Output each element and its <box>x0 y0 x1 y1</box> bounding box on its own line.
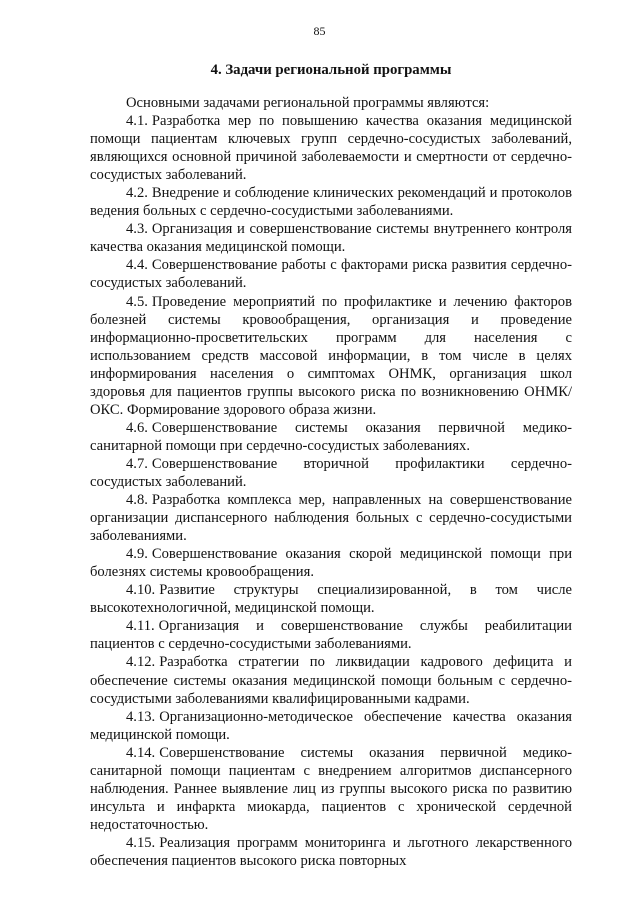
task-number: 4.1. <box>126 113 148 130</box>
task-text: Развитие структуры специализированной, в том числе высокотехнологичной, медицинской помощи. <box>90 582 572 617</box>
task-text: Реализация программ мониторинга и льготного лекарственного обеспечения пациентов высокого риска повторных <box>90 834 572 869</box>
task-item <box>90 419 572 455</box>
task-number: 4.5. <box>126 293 148 310</box>
task-item <box>90 293 572 419</box>
task-text: Разработка комплекса мер, направленных на совершенствование организации диспансерного наблюдения больных с сердечно-сосудистыми заболеваниями. <box>90 492 572 545</box>
task-number: 4.9. <box>126 546 148 563</box>
task-number: 4.3. <box>126 221 148 238</box>
task-text: Организация и совершенствование службы реабилитации пациентов с сердечно-сосудистыми заболеваниями. <box>90 618 572 653</box>
task-item <box>90 834 572 870</box>
task-item <box>90 184 572 220</box>
task-item <box>90 545 572 581</box>
task-text: Совершенствование оказания скорой медицинской помощи при болезнях системы кровообращения. <box>90 546 572 581</box>
task-item <box>90 744 572 834</box>
task-number: 4.14. <box>126 744 156 761</box>
task-number: 4.12. <box>126 654 156 671</box>
task-item <box>90 491 572 545</box>
task-item <box>90 220 572 256</box>
task-text: Внедрение и соблюдение клинических рекомендаций и протоколов ведения больных с сердечно-сосудистыми заболеваниями. <box>90 185 572 220</box>
task-item <box>90 112 572 184</box>
task-list <box>90 112 572 870</box>
task-number: 4.15. <box>126 834 156 851</box>
task-text: Совершенствование системы оказания первичной медико-санитарной помощи пациентам с внедрением алгоритмов диспансерного наблюдения. Раннее выявление лиц из группы высокого риска по развитию инсульта и инфаркта миокарда, пациентов с хронической сердечной недостаточностью. <box>90 744 572 833</box>
task-number: 4.10. <box>126 582 156 599</box>
task-item <box>90 256 572 292</box>
task-text: Проведение мероприятий по профилактике и лечению факторов болезней системы кровообращения, организация и проведение информационно-просветительских программ для населения с использованием средств массовой информации, в том числе в целях информирования населения о симптомах ОНМК, организация школ здоровья для пациентов группы высокого риска по возникновению ОНМК/ОКС. Формирование здорового образа жизни. <box>90 293 572 418</box>
task-item <box>90 653 572 707</box>
task-text: Организационно-методическое обеспечение качества оказания медицинской помощи. <box>90 708 572 743</box>
task-number: 4.4. <box>126 257 148 274</box>
task-item <box>90 617 572 653</box>
page-number: 85 <box>313 24 326 38</box>
intro-paragraph: Основными задачами региональной программы являются: <box>126 95 490 111</box>
task-number: 4.8. <box>126 492 148 509</box>
task-number: 4.6. <box>126 419 148 436</box>
task-item <box>90 455 572 491</box>
task-number: 4.7. <box>126 455 148 472</box>
task-number: 4.13. <box>126 708 156 725</box>
task-item <box>90 581 572 617</box>
task-text: Совершенствование системы оказания первичной медико-санитарной помощи при сердечно-сосудистых заболеваниях. <box>90 419 572 454</box>
section-heading: 4. Задачи региональной программы <box>210 62 452 78</box>
task-text: Разработка мер по повышению качества оказания медицинской помощи пациентам ключевых групп сердечно-сосудистых заболеваний, являющихся основной причиной заболеваемости и смертности от сердечно-сосудистых заболеваний. <box>90 113 572 184</box>
task-item <box>90 708 572 744</box>
task-text: Совершенствование вторичной профилактики сердечно-сосудистых заболеваний. <box>90 455 572 490</box>
task-number: 4.11. <box>126 618 155 635</box>
task-text: Разработка стратегии по ликвидации кадрового дефицита и обеспечение системы оказания медицинской помощи больным с сердечно-сосудистыми заболеваниями квалифицированными кадрами. <box>90 654 572 707</box>
task-text: Совершенствование работы с факторами риска развития сердечно-сосудистых заболеваний. <box>90 257 572 292</box>
task-number: 4.2. <box>126 185 148 202</box>
task-text: Организация и совершенствование системы внутреннего контроля качества оказания медицинской помощи. <box>90 221 572 256</box>
document-body <box>90 94 572 870</box>
